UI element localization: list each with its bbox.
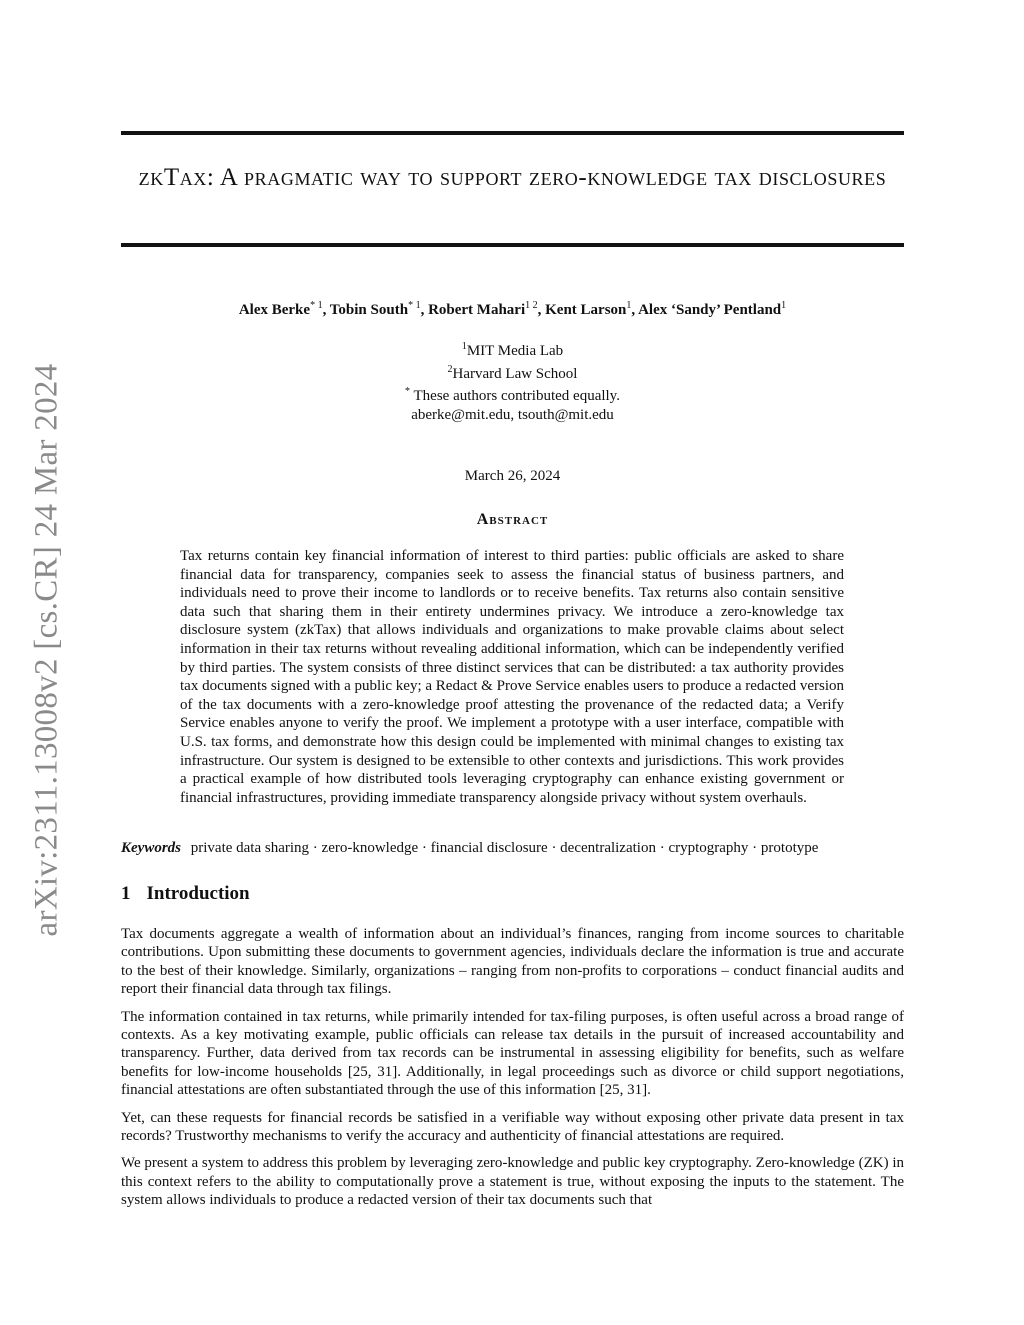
- section-number: 1: [121, 883, 131, 904]
- title-rule-top: [121, 131, 904, 135]
- affiliation-name: Harvard Law School: [452, 365, 578, 382]
- section-heading: [121, 883, 250, 905]
- paper-title: zkTax: A pragmatic way to support zero-knowledge tax disclosures: [138, 164, 887, 191]
- author-mark: 1: [626, 300, 632, 311]
- equal-contribution-mark: *: [405, 386, 411, 397]
- affiliation-mark: 2: [447, 363, 453, 375]
- arxiv-identifier-text: arXiv:2311.13008v2 [cs.CR] 24 Mar 2024: [28, 363, 65, 937]
- paragraph: The information contained in tax returns, while primarily intended for tax-filing purposes, is often useful across a broad range of contexts. As a key motivating example, public officials can release tax details in the pursuit of increased accountability and transparency. Further, data derived from tax records can be instrumental in assessing eligibility for benefits, such as welfare benefits for low-income households [25, 31]. Additionally, in legal proceedings such as divorce or child support negotiations, financial attestations are often substantiated through the use of this information [25, 31].: [121, 1008, 904, 1099]
- paragraph: Yet, can these requests for financial records be satisfied in a verifiable way without exposing other private data present in tax records? Trustworthy mechanisms to verify the accuracy and authenticity of financial attestations are required.: [121, 1109, 904, 1145]
- author-mark: 1: [781, 300, 787, 311]
- keywords-label: Keywords: [121, 840, 181, 856]
- author-name: Alex Berke: [238, 302, 311, 318]
- title-rule-bottom: [121, 243, 904, 247]
- affiliations: [121, 338, 904, 424]
- author-name: Tobin South: [329, 302, 409, 318]
- equal-contribution-note: [121, 383, 904, 406]
- abstract-text: Tax returns contain key financial information of interest to third parties: public officials are asked to share financial data for transparency, companies seek to assess the financial status of business partners, and individuals need to prove their income to landlords or to receive benefits. Tax returns also contain sensitive data such that sharing them in their entirety undermines privacy. We introduce a zero-knowledge tax disclosure system (zkTax) that allows individuals and organizations to make provable claims about select information in their tax returns without revealing additional information, which can be independently verified by third parties. The system consists of three distinct services that can be distributed: a tax authority provides tax documents signed with a public key; a Redact & Prove Service enables users to produce a redacted version of the tax documents with a zero-knowledge proof attesting the provenance of the redacted data; a Verify Service enables anyone to verify the proof. We implement a prototype with a user interface, compatible with U.S. tax forms, and demonstrate how this design could be implemented with minimal changes to existing tax infrastructure. Our system is designed to be extensible to other contexts and jurisdictions. This work provides a practical example of how distributed tools leveraging cryptography can enhance existing government or financial infrastructures, providing immediate transparency alongside privacy without system overhauls.: [180, 548, 844, 806]
- author-name: Kent Larson: [545, 302, 627, 318]
- keywords: [121, 840, 904, 857]
- section-title: Introduction: [146, 883, 250, 904]
- author-list: Alex Berke$^{* 1}$, Tobin South$^{* 1}$, Robert Mahari$^{1 2}$, Kent Larson$^1$, Alex ‘Sandy’ Pentland$^1$: [238, 300, 787, 318]
- affiliation-line: [121, 361, 904, 384]
- body-text: [121, 925, 904, 1219]
- arxiv-identifier: [22, 350, 72, 950]
- author-mark: * 1: [408, 300, 421, 311]
- paragraph: We present a system to address this problem by leveraging zero-knowledge and public key cryptography. Zero-knowledge (ZK) in this context refers to the ability to computationally prove a statement is true, without exposing the inputs to the statement. The system allows individuals to produce a redacted version of their tax documents such that: [121, 1155, 904, 1209]
- affiliation-name: MIT Media Lab: [466, 343, 564, 359]
- keywords-text: private data sharing · zero-knowledge · financial disclosure · decentralization · cryptography · prototype: [190, 840, 819, 856]
- affiliation-mark: 1: [461, 341, 467, 352]
- paragraph: Tax documents aggregate a wealth of information about an individual’s finances, ranging from income sources to charitable contributions. Upon submitting these documents to government agencies, individuals declare the information is true and accurate to the best of their knowledge. Similarly, organizations – ranging from non-profits to corporations – conduct financial audits and report their financial data through tax filings.: [121, 926, 904, 998]
- equal-contribution-text: These authors contributed equally.: [413, 388, 620, 404]
- author-name: Alex ‘Sandy’ Pentland: [638, 302, 782, 318]
- affiliation-line: [121, 338, 904, 361]
- author-mark: * 1: [310, 300, 323, 311]
- author-mark: 1 2: [525, 300, 538, 311]
- abstract-heading: Abstract: [476, 511, 549, 528]
- author-emails: aberke@mit.edu, tsouth@mit.edu: [411, 406, 614, 423]
- author-name: Robert Mahari: [428, 302, 526, 318]
- paper-date: March 26, 2024: [464, 468, 561, 484]
